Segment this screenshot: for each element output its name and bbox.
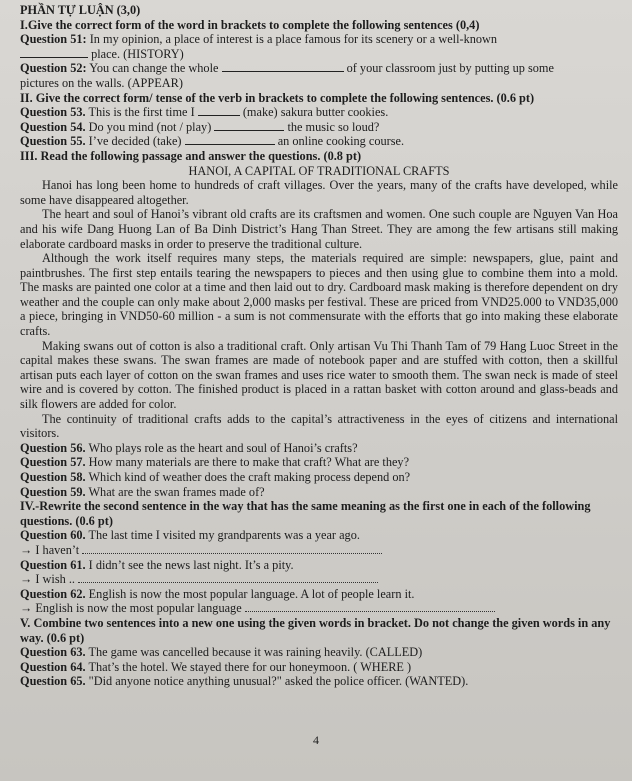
section-header: PHẦN TỰ LUẬN (3,0) (20, 3, 141, 17)
question-65 (20, 674, 618, 689)
question-55-text-a: I’ve decided (take) (88, 134, 182, 149)
question-52-text-b: of your classroom just by putting up some (346, 61, 554, 76)
question-61-number: Question 61. (20, 557, 86, 572)
question-56-number: Question 56. (20, 440, 86, 455)
question-64-number: Question 64. (20, 659, 86, 674)
question-52-continued: pictures on the walls. (APPEAR) (20, 75, 183, 90)
question-55-number: Question 55. (20, 134, 86, 149)
question-58-number: Question 58. (20, 470, 86, 484)
question-62-text: English is now the most popular language. A lot of people learn it. (88, 586, 415, 601)
question-58 (20, 470, 618, 485)
answer-blank-51[interactable] (20, 47, 88, 58)
question-56 (20, 441, 618, 456)
question-63-text: The game was cancelled because it was raining heavily. (CALLED) (88, 645, 423, 660)
passage-paragraph-4: Making swans out of cotton is also a traditional craft. Only artisan Vu Thi Thanh Tam of 79 Hang Luoc Street in the capital makes these swans. The swan frames are made of notebook paper and are stuffed with cotton, then a skillful artisan puts each layer of cotton on the swan frames and uses rice water to smooth them. The swan neck is made of steel wire and is covered by cotton. The finished product is placed in a rattan basket with cotton around and glass-beads and silk flowers are added for color. (20, 338, 618, 412)
question-60-number: Question 60. (20, 528, 86, 543)
passage-paragraph-2: The heart and soul of Hanoi’s vibrant old crafts are its craftsmen and women. One such couple are Nguyen Van Hoa and his wife Dang Huong Lan of Ba Dinh District’s Hang Than Street. They are among the few artisans still making elaborate cardboard masks in order to preserve the traditional culture. (20, 207, 618, 251)
question-63-number: Question 63. (20, 645, 86, 660)
question-64-text: That’s the hotel. We stayed there for our honeymoon. ( WHERE ) (88, 659, 412, 674)
question-57-text: How many materials are there to make that craft? What are they? (88, 455, 410, 470)
answer-62-prefix: → English is now the most popular language (20, 601, 242, 616)
question-53-text-b: (make) sakura butter cookies. (242, 105, 389, 120)
question-51-continued-text: place. (HISTORY) (91, 46, 184, 61)
question-54-text-b: the music so loud? (287, 119, 380, 134)
question-51-text: In my opinion, a place of interest is a place famous for its scenery or a well-known (89, 32, 498, 47)
question-65-number: Question 65. (20, 674, 86, 689)
question-59-number: Question 59. (20, 484, 86, 499)
question-54-text-a: Do you mind (not / play) (88, 119, 212, 134)
question-51-number: Question 51: (20, 32, 87, 47)
question-62-number: Question 62. (20, 586, 86, 601)
passage-paragraph-5: The continuity of traditional crafts adds to the capital’s attractiveness in the eyes of citizens and international visitors. (20, 411, 618, 441)
answer-dots-62[interactable] (245, 601, 495, 612)
answer-blank-54[interactable] (214, 120, 284, 131)
question-57-number: Question 57. (20, 455, 86, 470)
question-59 (20, 485, 618, 500)
question-54 (20, 120, 618, 135)
passage-title: HANOI, A CAPITAL OF TRADITIONAL CRAFTS (188, 163, 450, 178)
answer-dots-61[interactable] (78, 572, 378, 583)
answer-blank-53[interactable] (198, 105, 240, 116)
question-63 (20, 645, 618, 660)
passage-paragraph-1: Hanoi has long been home to hundreds of craft villages. Over the years, many of the crafts have developed, while some have disappeared altogether. (20, 178, 618, 207)
question-64 (20, 660, 618, 675)
question-52 (20, 61, 618, 76)
section-2-title: II. Give the correct form/ tense of the verb in brackets to complete the following sentences. (0.6 pt) (20, 90, 535, 105)
passage-paragraph-3: Although the work itself requires many steps, the materials required are simple: newspapers, glue, paint and paintbrushes. The first step entails tearing the newspapers to pieces and then using glue to combine them into a mold. The masks are painted one color at a time and then laid out to dry. Cardboard mask making is therefore dependent on dry weather and the couple can only make about 2,000 masks per festival. These are priced from VND25.000 to VND35,000 a piece, bringing in VND50-60 million - a sum is not commensurate with the efforts that go into making these elaborate crafts. (20, 251, 618, 339)
question-53 (20, 105, 618, 120)
question-61 (20, 558, 618, 573)
question-60 (20, 528, 618, 543)
section-4-title: IV.-Rewrite the second sentence in the way that has the same meaning as the first one in each of the following questions. (0.6 pt) (20, 499, 591, 528)
answer-blank-52[interactable] (222, 61, 344, 72)
answer-dots-60[interactable] (82, 543, 382, 554)
section-5-title: V. Combine two sentences into a new one using the given words in bracket. Do not change the given words in any way. (0.6 pt) (20, 615, 611, 645)
question-54-number: Question 54. (20, 119, 86, 134)
answer-line-61 (20, 572, 618, 587)
question-52-text-a: You can change the whole (89, 61, 219, 76)
question-58-text: Which kind of weather does the craft making process depend on? (88, 470, 411, 484)
question-62 (20, 587, 618, 602)
question-56-text: Who plays role as the heart and soul of Hanoi’s crafts? (88, 440, 358, 455)
answer-61-prefix: → I wish .. (20, 572, 75, 587)
question-55-text-b: an online cooking course. (277, 134, 405, 149)
answer-blank-55[interactable] (185, 134, 275, 145)
question-51-continued (20, 47, 618, 62)
answer-line-62 (20, 601, 618, 616)
question-59-text: What are the swan frames made of? (88, 484, 265, 499)
section-3-title: III. Read the following passage and answer the questions. (0.8 pt) (20, 148, 362, 163)
question-51 (20, 32, 618, 47)
page-number: 4 (313, 733, 319, 747)
question-57 (20, 455, 618, 470)
question-53-number: Question 53. (20, 105, 86, 120)
question-55 (20, 134, 618, 149)
question-61-text: I didn’t see the news last night. It’s a pity. (88, 557, 294, 572)
answer-line-60 (20, 543, 618, 558)
question-52-number: Question 52: (20, 61, 87, 76)
question-60-text: The last time I visited my grandparents was a year ago. (88, 528, 360, 543)
question-53-text-a: This is the first time I (88, 105, 195, 120)
section-1-title: I.Give the correct form of the word in brackets to complete the following sentences (0,4) (20, 17, 480, 32)
question-65-text: "Did anyone notice anything unusual?" asked the police officer. (WANTED). (88, 674, 469, 689)
answer-60-prefix: → I haven’t (20, 542, 80, 557)
